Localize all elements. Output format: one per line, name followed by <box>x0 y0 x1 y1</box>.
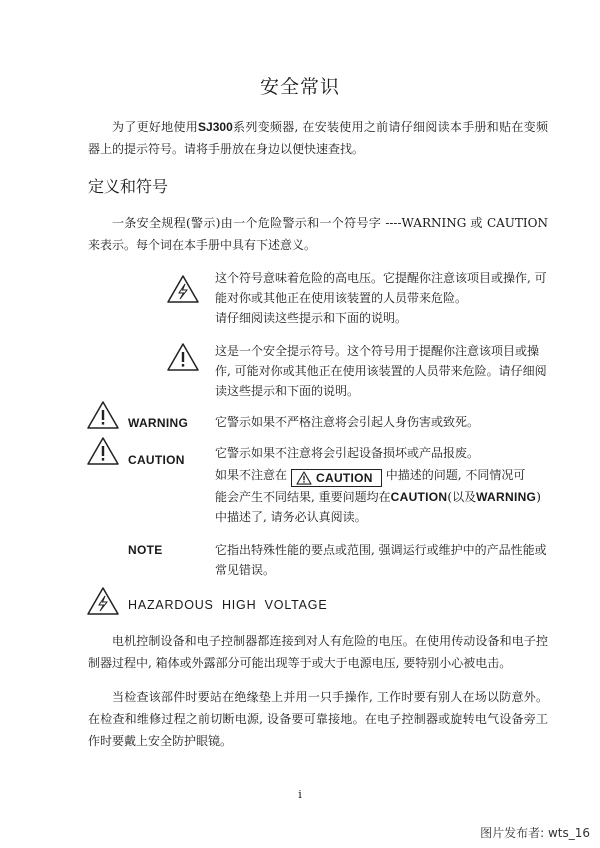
warning-icon <box>86 400 120 430</box>
caution-line-2-post: 中描述的问题, 不同情况可 <box>385 468 526 482</box>
high-voltage-description <box>215 268 547 328</box>
caution-line-2 <box>215 463 541 487</box>
safety-alert-description <box>215 341 547 401</box>
section-heading: 定义和符号 <box>88 177 169 196</box>
caution-inline-box <box>291 469 382 487</box>
high-voltage-line-1: 这个符号意味着危险的高电压。它提醒你注意该项目或操作, 可 <box>215 271 547 285</box>
definition-paragraph: 一条安全规程(警示)由一个危险警示和一个符号字 ----WARNING 或 CAUTION 来表示。每个词在本手册中具有下述意义。 <box>88 216 548 252</box>
note-line-1: 它指出特殊性能的要点或范围, 强调运行或维护中的产品性能或 <box>215 543 547 557</box>
warning-label: WARNING <box>128 416 189 430</box>
note-label: NOTE <box>128 543 163 557</box>
caution-line-3-end: ) <box>536 490 541 504</box>
safety-alert-line-1: 这是一个安全提示符号。这个符号用于提醒你注意该项目或操 <box>215 344 540 358</box>
intro-pre: 为了更好地使用 <box>112 120 199 134</box>
caution-line-1: 它警示如果不注意将会引起设备损坏或产品报废。 <box>215 446 480 460</box>
caution-inline-icon <box>296 471 312 485</box>
caution-keyword: CAUTION <box>390 490 448 504</box>
safety-alert-line-2: 作, 可能对你或其他正在使用该装置的人员带来危险。请仔细阅 <box>215 364 547 378</box>
hazard-paragraph-2: 当检查该部件时要站在绝缘垫上并用一只手操作, 工作时要有别人在场以防意外。在检查和维修过程之前切断电源, 设备要可靠接地。在电子控制器或旋转电气设备旁工作时要戴上安全防护眼镜。 <box>88 690 548 748</box>
brand-name: SJ300 <box>198 120 233 134</box>
note-description <box>215 540 547 580</box>
high-voltage-line-2: 能对你或其他正在使用该装置的人员带来危险。 <box>215 291 468 305</box>
caution-line-3 <box>215 487 541 507</box>
caution-label: CAUTION <box>128 453 185 467</box>
intro-post: 系列变频器, 在安装使用之前请仔细阅读本手册和贴在变频器上的提示符号。请将手册放在身边以便快速查找。 <box>88 120 548 156</box>
intro-paragraph <box>88 116 548 160</box>
publisher-watermark: 图片发布者: wts_16 <box>480 826 590 840</box>
page-number: i <box>298 788 302 801</box>
page-title: 安全常识 <box>259 76 340 98</box>
safety-alert-icon <box>166 342 200 372</box>
caution-line-3-pre: 能会产生不同结果, 重要问题均在 <box>215 490 391 504</box>
warning-keyword: WARNING <box>476 490 537 504</box>
caution-line-4: 中描述了, 请务必认真阅读。 <box>215 510 367 524</box>
caution-line-2-pre: 如果不注意在 <box>215 468 288 482</box>
caution-inline-label: CAUTION <box>316 471 373 485</box>
caution-description <box>215 443 541 527</box>
hazardous-voltage-icon <box>86 586 120 616</box>
safety-alert-line-3: 读这些提示和下面的说明。 <box>215 384 360 398</box>
hazard-paragraph-1: 电机控制设备和电子控制器都连接到对人有危险的电压。在使用传动设备和电子控制器过程中, 箱体或外露部分可能出现等于或大于电源电压, 要特别小心被电击。 <box>88 634 548 670</box>
caution-icon <box>86 436 120 466</box>
high-voltage-icon <box>166 274 200 304</box>
note-line-2: 常见错误。 <box>215 563 276 577</box>
warning-description: 它警示如果不严格注意将会引起人身伤害或致死。 <box>215 415 480 429</box>
high-voltage-line-3: 请仔细阅读这些提示和下面的说明。 <box>215 311 408 325</box>
hazardous-voltage-heading: HAZARDOUS HIGH VOLTAGE <box>128 598 328 612</box>
caution-line-3-mid: (以及 <box>447 490 477 504</box>
